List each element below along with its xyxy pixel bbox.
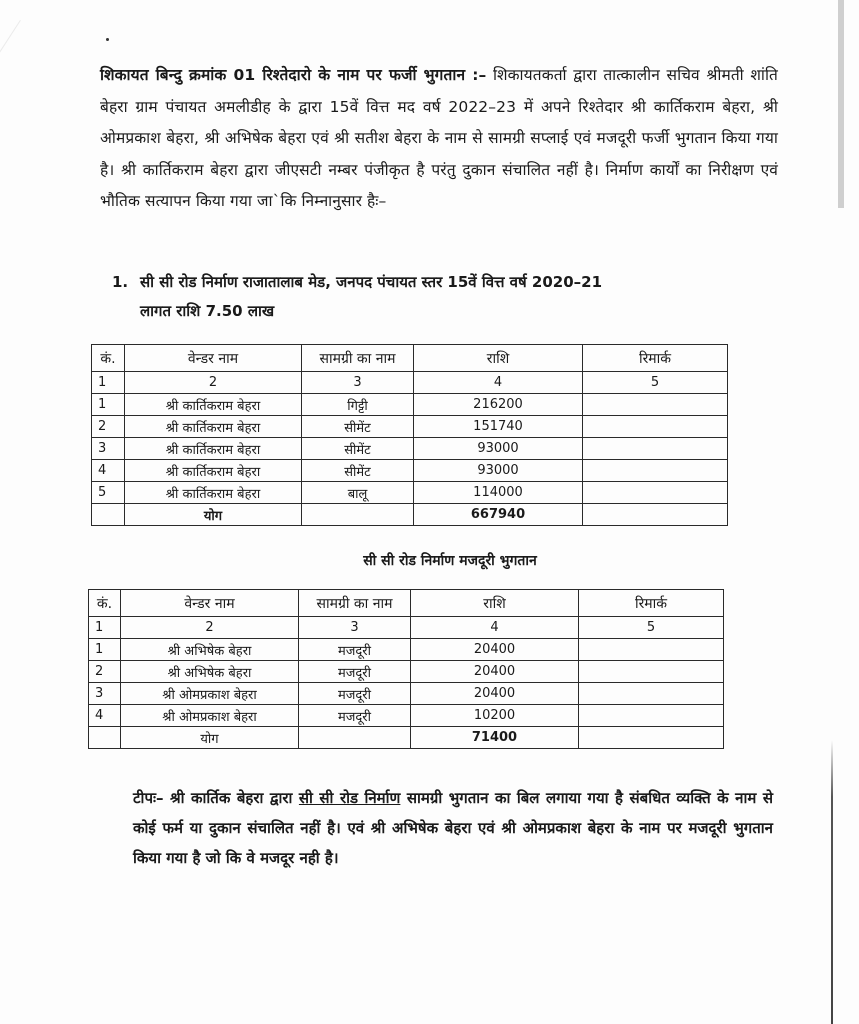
table-row (89, 683, 724, 705)
cell: 3 (299, 617, 411, 639)
cell-remark (583, 438, 728, 460)
labour-section-title: सी सी रोड निर्माण मजदूरी भुगतान (363, 553, 537, 569)
cell-vendor: श्री ओमप्रकाश बेहरा (121, 683, 299, 705)
cell-remark (579, 683, 724, 705)
table-row (89, 639, 724, 661)
table-row (92, 394, 728, 416)
cell-empty (299, 727, 411, 749)
cell-sno: 4 (92, 460, 125, 482)
cell-material: गिट्टी (302, 394, 414, 416)
table-header-row (89, 590, 724, 617)
table-row (89, 661, 724, 683)
total-amount: 71400 (411, 727, 579, 749)
cell-material: मजदूरी (299, 661, 411, 683)
cell-empty (302, 504, 414, 526)
note-prefix: टीपः– श्री कार्तिक बेहरा द्वारा (133, 789, 299, 807)
cell-amount: 216200 (414, 394, 583, 416)
cell-amount: 151740 (414, 416, 583, 438)
table-header-row (92, 345, 728, 372)
header-amount: राशि (411, 590, 579, 617)
header-sno: कं. (92, 345, 125, 372)
cell-remark (583, 460, 728, 482)
page-edge-shadow (838, 0, 844, 208)
work-item-number: 1. (112, 273, 129, 291)
header-vendor: वेन्डर नाम (121, 590, 299, 617)
work-item-title: सी सी रोड निर्माण राजातालाब मेड, जनपद पंचायत स्तर 15वें वित्त वर्ष 2020–21 (140, 273, 603, 291)
cell: 5 (583, 372, 728, 394)
page-edge-line (831, 740, 833, 1024)
work-item-heading (112, 268, 782, 326)
cell-amount: 20400 (411, 661, 579, 683)
cell-remark (579, 705, 724, 727)
header-remark: रिमार्क (583, 345, 728, 372)
cell-amount: 10200 (411, 705, 579, 727)
remark-note (133, 783, 773, 873)
cell-vendor: श्री कार्तिकराम बेहरा (125, 416, 302, 438)
total-row (92, 504, 728, 526)
cell-sno: 1 (89, 639, 121, 661)
cell-sno: 2 (92, 416, 125, 438)
complaint-point-body: शिकायतकर्ता द्वारा तात्कालीन सचिव श्रीमती शांति बेहरा ग्राम पंचायत अमलीडीह के द्वारा 15वें वित्त मद वर्ष 2022–23 में अपने रिश्तेदार श्री कार्तिकराम बेहरा, श्री ओमप्रकाश बेहरा, श्री अभिषेक बेहरा एवं श्री सतीश बेहरा के नाम से सामग्री सप्लाई एवं मजदूरी फर्जी भुगतान किया गया है। श्री कार्तिकराम बेहरा द्वारा जीएसटी नम्बर पंजीकृत है परंतु दुकान संचालित नहीं है। निर्माण कार्यों का निरीक्षण एवं भौतिक सत्यापन किया गया जा`कि निम्नानुसार हैः– (100, 66, 778, 210)
cell: 2 (121, 617, 299, 639)
cell: 1 (89, 617, 121, 639)
cell-sno: 4 (89, 705, 121, 727)
header-amount: राशि (414, 345, 583, 372)
cell-amount: 93000 (414, 438, 583, 460)
total-amount: 667940 (414, 504, 583, 526)
column-number-row (92, 372, 728, 394)
cell: 4 (414, 372, 583, 394)
cell-sno: 3 (89, 683, 121, 705)
cell: 5 (579, 617, 724, 639)
stray-mark (106, 38, 109, 41)
total-label: योग (121, 727, 299, 749)
cell: 4 (411, 617, 579, 639)
cell-empty (92, 504, 125, 526)
cell-empty (579, 727, 724, 749)
header-material: सामग्री का नाम (299, 590, 411, 617)
cell-amount: 114000 (414, 482, 583, 504)
note-body: सामग्री भुगतान का बिल लगाया गया है संबधित व्यक्ति के नाम से कोई फर्म या दुकान संचालित नहीं है। एवं श्री अभिषेक बेहरा एवं श्री ओमप्रकाश बेहरा के नाम पर मजदूरी भुगतान किया गया है जो कि वे मजदूर नही है। (133, 789, 773, 867)
cell-sno: 2 (89, 661, 121, 683)
table-row (92, 482, 728, 504)
table-row (92, 438, 728, 460)
cell: 1 (92, 372, 125, 394)
total-row (89, 727, 724, 749)
work-item-cost: लागत राशि 7.50 लाख (140, 302, 275, 320)
column-number-row (89, 617, 724, 639)
cell-sno: 3 (92, 438, 125, 460)
cell-amount: 20400 (411, 639, 579, 661)
cell-empty (583, 504, 728, 526)
table-row (89, 705, 724, 727)
cell-sno: 1 (92, 394, 125, 416)
header-vendor: वेन्डर नाम (125, 345, 302, 372)
cell-vendor: श्री ओमप्रकाश बेहरा (121, 705, 299, 727)
cell-remark (579, 639, 724, 661)
cell-material: सीमेंट (302, 438, 414, 460)
cell-vendor: श्री कार्तिकराम बेहरा (125, 482, 302, 504)
header-material: सामग्री का नाम (302, 345, 414, 372)
cell-material: सीमेंट (302, 416, 414, 438)
cell-vendor: श्री अभिषेक बेहरा (121, 661, 299, 683)
labour-payment-table (88, 589, 724, 749)
cell-material: मजदूरी (299, 639, 411, 661)
paper-fold-mark (0, 20, 21, 155)
header-sno: कं. (89, 590, 121, 617)
complaint-point-heading: शिकायत बिन्दु क्रमांक 01 रिश्तेदारो के नाम पर फर्जी भुगतान :– (100, 66, 487, 84)
cell: 3 (302, 372, 414, 394)
cell-remark (579, 661, 724, 683)
cell: 2 (125, 372, 302, 394)
cell-material: मजदूरी (299, 683, 411, 705)
cell-remark (583, 482, 728, 504)
cell-material: बालू (302, 482, 414, 504)
complaint-intro-paragraph (100, 60, 778, 218)
cell-sno: 5 (92, 482, 125, 504)
cell-vendor: श्री अभिषेक बेहरा (121, 639, 299, 661)
note-underlined-work: सी सी रोड निर्माण (298, 789, 401, 807)
cell-vendor: श्री कार्तिकराम बेहरा (125, 394, 302, 416)
cell-remark (583, 416, 728, 438)
table-row (92, 416, 728, 438)
header-remark: रिमार्क (579, 590, 724, 617)
cell-amount: 20400 (411, 683, 579, 705)
cell-remark (583, 394, 728, 416)
cell-amount: 93000 (414, 460, 583, 482)
cell-vendor: श्री कार्तिकराम बेहरा (125, 438, 302, 460)
cell-vendor: श्री कार्तिकराम बेहरा (125, 460, 302, 482)
table-row (92, 460, 728, 482)
material-payment-table (91, 344, 728, 526)
cell-empty (89, 727, 121, 749)
total-label: योग (125, 504, 302, 526)
cell-material: मजदूरी (299, 705, 411, 727)
cell-material: सीमेंट (302, 460, 414, 482)
